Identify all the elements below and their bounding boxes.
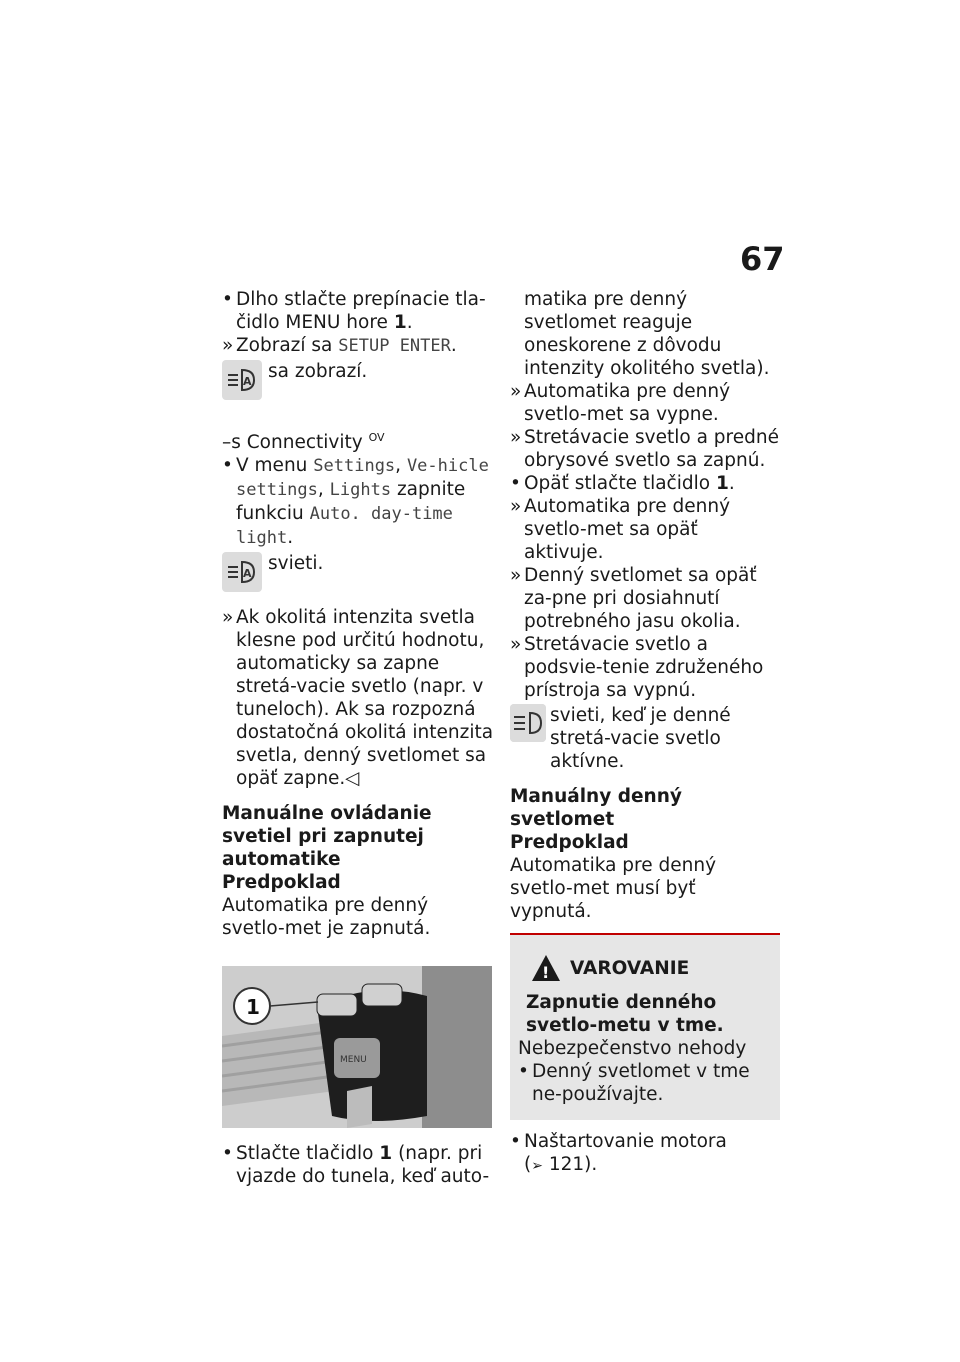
- warning-title: VAROVANIE: [570, 957, 690, 979]
- bullet-marker: •: [510, 1131, 521, 1152]
- icon-note-text: sa zobrazí.: [268, 361, 368, 382]
- instruction-text: Dlho stlačte prepínacie tla-čidlo MENU hore: [236, 289, 486, 333]
- paragraph: Automatika pre denný svetlo-met musí byť vypnutá.: [510, 855, 717, 922]
- daytime-light-auto-icon: [222, 552, 262, 592]
- result-text: Zobrazí sa: [236, 335, 333, 356]
- page-reference-link[interactable]: 121: [548, 1154, 585, 1175]
- result-item: [510, 495, 780, 564]
- instruction-text: zapnite funkciu: [236, 479, 466, 525]
- result-marker: »: [222, 607, 234, 629]
- menu-code: Lights: [329, 480, 392, 501]
- handlebar-switch-photo: [222, 966, 492, 1128]
- warning-icon: !: [532, 955, 560, 981]
- menu-code: Ve-hicle settings: [236, 456, 489, 501]
- result-marker: »: [510, 634, 522, 655]
- bullet-marker: •: [518, 1061, 529, 1082]
- option-superscript: OV: [368, 431, 385, 444]
- section-heading: Manuálne ovládanie svetiel pri zapnutej automatike: [222, 803, 432, 871]
- instruction-item: • V menu Settings, Ve-hicle settings, Lights zapnite funkciu Auto. day-time light.: [222, 455, 489, 549]
- icon-note: [222, 360, 494, 408]
- result-text: Automatika pre denný svetlo-met sa opäť aktivuje.: [524, 496, 731, 563]
- result-text: Ak okolitá intenzita svetla klesne pod určitú hodnotu, automaticky sa zapne stretá-vacie svetlo (napr. v tuneloch). Ak sa rozpozná dostatočná okolitá intenzita svetla, denný svetlomet sa opäť zapne.◁: [236, 607, 494, 790]
- result-item: [510, 426, 780, 472]
- condition-text: –s Connectivity: [222, 432, 363, 454]
- instruction-text: Stlačte tlačidlo: [236, 1143, 374, 1165]
- instruction-item: • Naštartovanie motora (➢ 121).: [510, 1131, 727, 1175]
- result-marker: »: [510, 565, 522, 586]
- instruction-item: • Dlho stlačte prepínacie tla-čidlo MENU hore 1.: [222, 289, 486, 333]
- result-item: [510, 380, 780, 426]
- section-heading: Manuálny denný svetlomet: [510, 786, 682, 830]
- continued-text: matika pre denný svetlomet reaguje oneskorene z dôvodu intenzity okolitého svetla).: [524, 289, 770, 379]
- left-column: [222, 288, 494, 1188]
- photo-callout-1: 1: [246, 995, 260, 1020]
- callout-ref: 1: [393, 312, 407, 333]
- menu-code: Auto. day-time light: [236, 504, 453, 549]
- page-number: 67: [740, 240, 785, 278]
- instruction-item: • Opäť stlačte tlačidlo 1.: [510, 473, 735, 494]
- instruction-text: Naštartovanie motora: [524, 1131, 727, 1152]
- warning-header: [532, 955, 774, 981]
- instruction-text: (napr. pri vjazde do tunela, keď auto-: [236, 1143, 490, 1188]
- svg-text:A: A: [243, 375, 252, 388]
- warning-hazard: Nebezpečenstvo nehody: [518, 1038, 747, 1059]
- result-item: [222, 606, 494, 790]
- callout-ref: 1: [715, 473, 729, 494]
- icon-note-text: svieti.: [268, 553, 324, 575]
- daytime-light-icon: [510, 704, 546, 742]
- subheading: Predpoklad: [510, 832, 629, 853]
- icon-note-text: svieti, keď je denné stretá-vacie svetlo aktívne.: [550, 705, 731, 772]
- callout-ref: 1: [379, 1143, 393, 1165]
- result-text: Automatika pre denný svetlo-met sa vypne.: [524, 381, 731, 425]
- result-marker: »: [510, 381, 522, 402]
- right-column: [510, 288, 780, 1178]
- subheading: Predpoklad: [222, 872, 341, 894]
- daytime-light-auto-icon: [222, 360, 262, 400]
- result-text: Stretávacie svetlo a predné obrysové svetlo sa zapnú.: [524, 427, 779, 471]
- svg-text:A: A: [243, 567, 252, 581]
- result-marker: »: [510, 496, 522, 517]
- result-marker: »: [222, 335, 234, 356]
- instruction-text: Opäť stlačte tlačidlo: [524, 473, 711, 494]
- bullet-marker: •: [222, 455, 233, 477]
- warning-item: [518, 1060, 774, 1106]
- connectivity-condition: [222, 426, 494, 454]
- bullet-marker: •: [510, 473, 521, 494]
- display-code: SETUP ENTER: [338, 336, 451, 356]
- warning-item-text: Denný svetlomet v tme ne-používajte.: [532, 1061, 750, 1105]
- icon-note: [222, 552, 494, 600]
- instruction-item: [222, 1142, 494, 1188]
- icon-note: [510, 704, 780, 773]
- result-text: Stretávacie svetlo a podsvie-tenie združeného prístroja sa vypnú.: [524, 634, 764, 701]
- result-text: Denný svetlomet sa opäť za-pne pri dosiahnutí potrebného jasu okolia.: [524, 565, 757, 632]
- instruction-text: V menu: [236, 455, 308, 477]
- result-marker: »: [510, 427, 522, 448]
- result-item: » Zobrazí sa SETUP ENTER.: [222, 335, 457, 356]
- bullet-marker: •: [222, 289, 233, 310]
- page-ref-arrow-icon: ➢: [531, 1158, 543, 1174]
- menu-code: Settings: [313, 456, 396, 477]
- bullet-marker: •: [222, 1143, 233, 1165]
- menu-key-label: MENU: [340, 1055, 367, 1066]
- result-item: [510, 633, 780, 702]
- paragraph: Automatika pre denný svetlo-met je zapnutá.: [222, 895, 431, 940]
- result-item: [510, 564, 780, 633]
- warning-heading: Zapnutie denného svetlo-metu v tme.: [526, 992, 724, 1036]
- warning-box: [510, 933, 780, 1120]
